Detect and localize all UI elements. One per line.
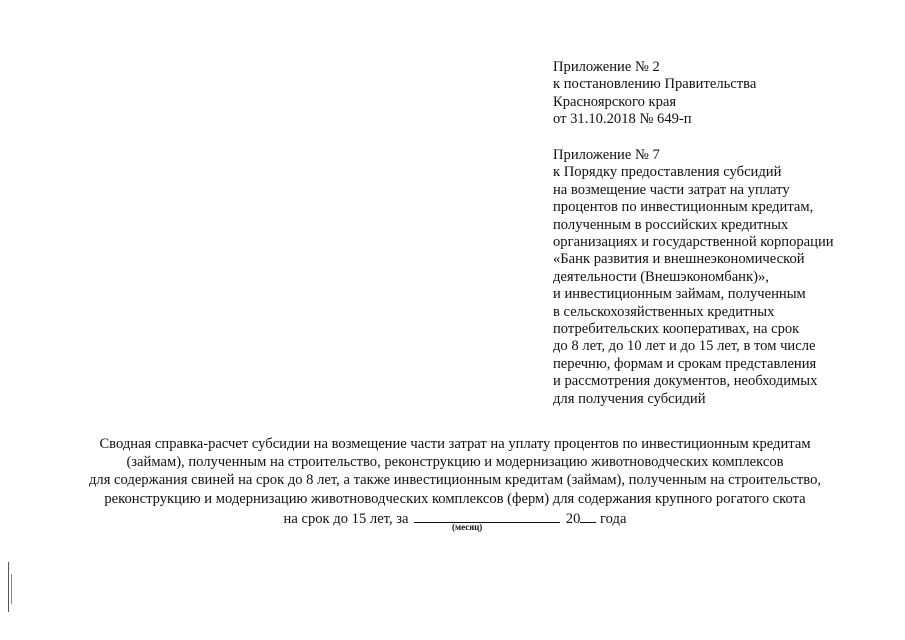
appendix-7-line: в сельскохозяйственных кредитных: [553, 303, 775, 320]
period-prefix: на срок до 15 лет, за: [283, 510, 409, 527]
appendix-7-header: [553, 147, 893, 408]
appendix-7-line: потребительских кооперативах, на срок: [553, 321, 800, 338]
title-line: (займам), полученным на строительство, реконструкцию и модернизацию животноводческих комплексов: [126, 454, 784, 471]
margin-scan-mark: [11, 574, 12, 604]
appendix-7-line: Приложение № 7: [553, 147, 660, 163]
appendix-7-line: «Банк развития и внешнеэкономической: [553, 251, 805, 268]
appendix-2-line: Приложение № 2: [553, 59, 660, 75]
appendix-7-line: на возмещение части затрат на уплату: [553, 181, 790, 198]
year-suffix: года: [600, 510, 627, 527]
appendix-2-line: к постановлению Правительства: [553, 76, 757, 93]
appendix-2-header: [553, 59, 893, 129]
appendix-7-line: для получения субсидий: [553, 390, 706, 407]
title-line: реконструкцию и модернизацию животноводческих комплексов (ферм) для содержания крупного рогатого скота: [104, 490, 806, 507]
year-blank-field[interactable]: [580, 508, 596, 523]
margin-scan-mark: [8, 562, 9, 612]
appendix-7-line: деятельности (Внешэкономбанк)»,: [553, 268, 769, 285]
appendix-7-line: организациях и государственной корпорации: [553, 234, 834, 251]
month-caption: (месяц): [452, 522, 483, 532]
appendix-7-line: перечню, формам и срокам представления: [553, 355, 817, 372]
year-prefix: 20: [565, 510, 581, 527]
appendix-7-line: и инвестиционным займам, полученным: [553, 286, 806, 303]
appendix-7-line: до 8 лет, до 10 лет и до 15 лет, в том числе: [553, 338, 816, 355]
title-line: Сводная справка-расчет субсидии на возмещение части затрат на уплату процентов по инвестиционным кредитам: [99, 436, 811, 452]
month-blank-field[interactable]: [414, 508, 560, 523]
document-title: [40, 435, 870, 528]
appendix-2-line: от 31.10.2018 № 649-п: [553, 111, 692, 128]
appendix-2-line: Красноярского края: [553, 93, 677, 110]
appendix-7-line: и рассмотрения документов, необходимых: [553, 373, 818, 390]
appendix-7-line: полученным в российских кредитных: [553, 216, 789, 233]
appendix-7-line: к Порядку предоставления субсидий: [553, 164, 782, 181]
appendix-7-line: процентов по инвестиционным кредитам,: [553, 199, 814, 216]
title-line: для содержания свиней на срок до 8 лет, а также инвестиционным кредитам (займам), полученным на строительство,: [88, 472, 822, 489]
